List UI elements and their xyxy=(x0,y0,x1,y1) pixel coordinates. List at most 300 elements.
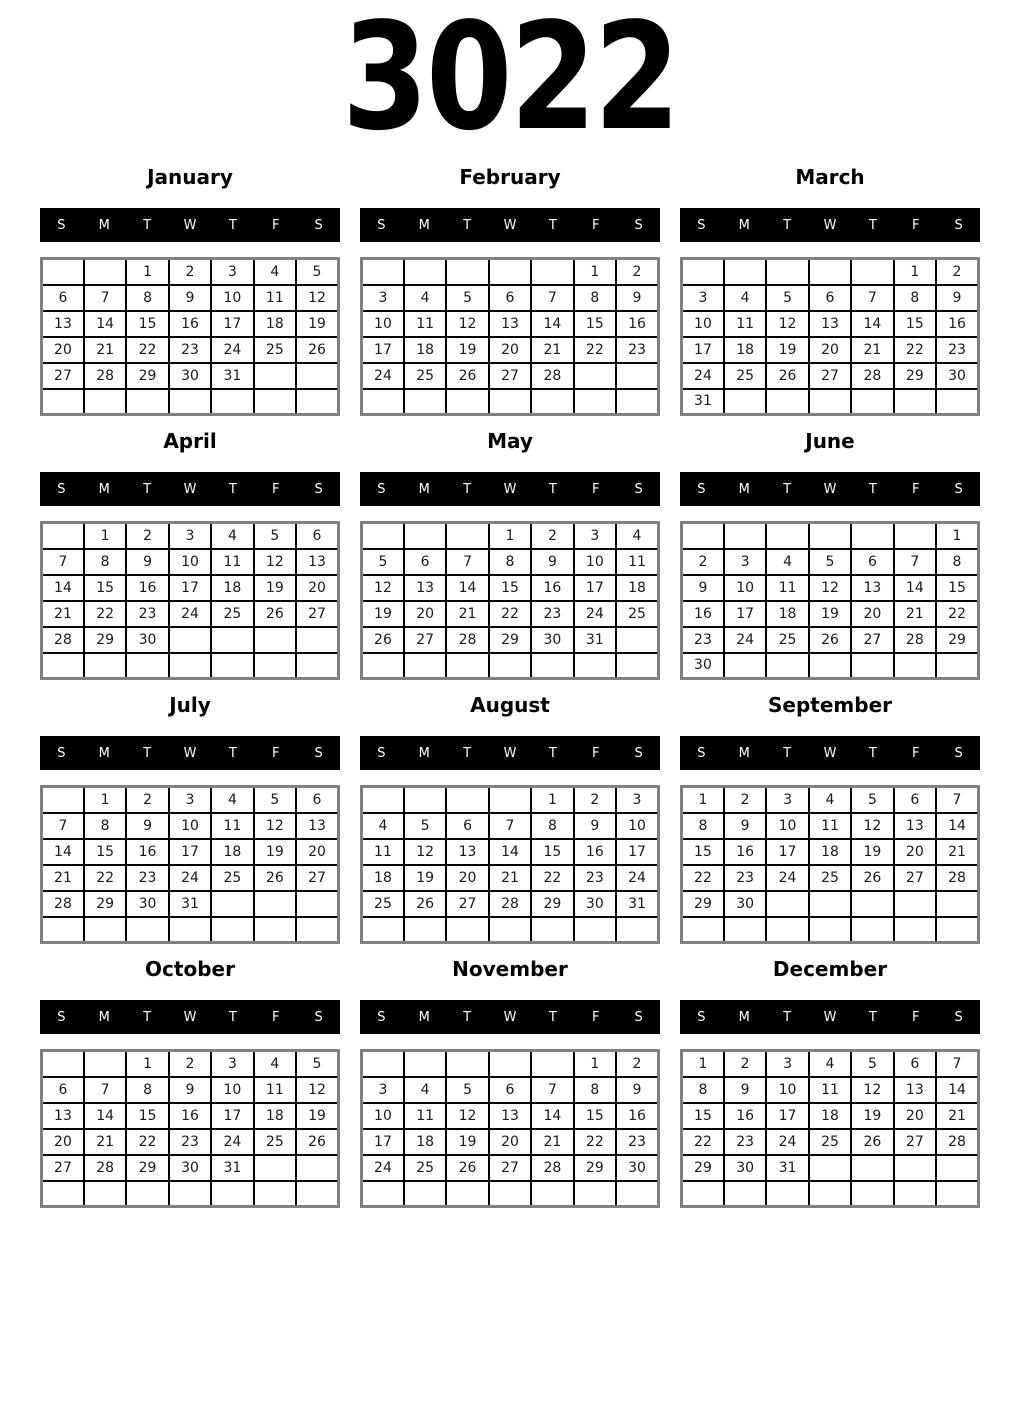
day-cell: 18 xyxy=(362,865,404,891)
day-cell: 29 xyxy=(682,891,724,917)
day-cell: 16 xyxy=(682,601,724,627)
week-row xyxy=(42,285,339,311)
day-cell: 25 xyxy=(724,363,766,389)
day-cell xyxy=(362,787,404,813)
day-cell: 9 xyxy=(574,813,616,839)
day-cell xyxy=(211,389,253,415)
month-day-grid xyxy=(360,785,660,944)
day-cell: 1 xyxy=(936,523,978,549)
day-cell: 14 xyxy=(531,311,573,337)
weekday-header-cell: M xyxy=(418,1009,430,1025)
day-cell: 12 xyxy=(851,813,893,839)
day-cell xyxy=(84,389,126,415)
weekday-header-cell: S xyxy=(697,1009,706,1025)
day-cell: 31 xyxy=(211,1155,253,1181)
week-row xyxy=(42,337,339,363)
day-cell xyxy=(682,259,724,285)
day-cell: 11 xyxy=(254,1077,296,1103)
day-cell: 8 xyxy=(682,1077,724,1103)
day-cell xyxy=(766,917,808,943)
day-cell xyxy=(211,1181,253,1207)
day-cell: 27 xyxy=(489,363,531,389)
day-cell xyxy=(296,917,338,943)
day-cell: 17 xyxy=(211,1103,253,1129)
day-cell: 12 xyxy=(766,311,808,337)
day-cell xyxy=(446,653,488,679)
day-cell: 2 xyxy=(169,1051,211,1077)
week-row xyxy=(42,259,339,285)
day-cell: 10 xyxy=(169,813,211,839)
day-cell: 3 xyxy=(169,787,211,813)
day-cell: 22 xyxy=(574,1129,616,1155)
day-cell xyxy=(254,891,296,917)
day-cell: 15 xyxy=(126,311,168,337)
day-cell xyxy=(362,1051,404,1077)
day-cell: 16 xyxy=(531,575,573,601)
day-cell: 18 xyxy=(211,575,253,601)
day-cell: 22 xyxy=(84,865,126,891)
day-cell: 26 xyxy=(362,627,404,653)
day-cell xyxy=(362,389,404,415)
day-cell: 26 xyxy=(296,337,338,363)
day-cell xyxy=(616,1181,658,1207)
day-cell: 4 xyxy=(211,787,253,813)
week-row xyxy=(42,891,339,917)
day-cell xyxy=(404,1051,446,1077)
day-cell: 22 xyxy=(894,337,936,363)
day-cell xyxy=(489,389,531,415)
day-cell: 17 xyxy=(362,1129,404,1155)
day-cell: 30 xyxy=(724,891,766,917)
week-row xyxy=(682,337,979,363)
week-row xyxy=(362,1155,659,1181)
day-cell: 28 xyxy=(42,891,84,917)
day-cell xyxy=(42,1181,84,1207)
day-cell xyxy=(42,917,84,943)
day-cell: 9 xyxy=(682,575,724,601)
weekday-header-cell: W xyxy=(503,217,517,233)
day-cell xyxy=(362,259,404,285)
week-row xyxy=(42,601,339,627)
week-row xyxy=(362,575,659,601)
day-cell xyxy=(254,627,296,653)
day-cell xyxy=(894,523,936,549)
day-cell: 27 xyxy=(809,363,851,389)
day-cell: 22 xyxy=(531,865,573,891)
day-cell: 28 xyxy=(84,363,126,389)
day-cell: 6 xyxy=(42,1077,84,1103)
day-cell: 25 xyxy=(766,627,808,653)
day-cell: 9 xyxy=(531,549,573,575)
day-cell: 2 xyxy=(616,1051,658,1077)
day-cell xyxy=(489,259,531,285)
weekday-header-bar xyxy=(40,472,340,506)
day-cell: 10 xyxy=(616,813,658,839)
weekday-header-cell: T xyxy=(868,217,877,233)
day-cell: 30 xyxy=(126,891,168,917)
day-cell: 7 xyxy=(84,1077,126,1103)
month-block xyxy=(680,152,980,416)
day-cell: 27 xyxy=(489,1155,531,1181)
day-cell: 3 xyxy=(766,1051,808,1077)
day-cell: 21 xyxy=(531,337,573,363)
day-cell: 19 xyxy=(809,601,851,627)
weekday-header-cell: T xyxy=(143,481,152,497)
day-cell: 13 xyxy=(809,311,851,337)
week-row xyxy=(682,653,979,679)
day-cell xyxy=(42,389,84,415)
day-cell: 22 xyxy=(682,865,724,891)
day-cell xyxy=(724,259,766,285)
day-cell: 9 xyxy=(724,1077,766,1103)
day-cell xyxy=(894,1155,936,1181)
day-cell: 2 xyxy=(724,787,766,813)
months-grid xyxy=(0,152,1020,1208)
day-cell: 11 xyxy=(404,311,446,337)
day-cell: 28 xyxy=(446,627,488,653)
weekday-header-cell: T xyxy=(783,217,792,233)
day-cell: 16 xyxy=(724,839,766,865)
day-cell: 6 xyxy=(809,285,851,311)
week-row xyxy=(682,549,979,575)
day-cell xyxy=(296,1181,338,1207)
month-day-grid xyxy=(680,521,980,680)
day-cell: 23 xyxy=(126,601,168,627)
day-cell xyxy=(169,653,211,679)
day-cell xyxy=(531,389,573,415)
weekday-header-cell: T xyxy=(548,481,557,497)
week-row xyxy=(42,523,339,549)
day-cell: 19 xyxy=(446,1129,488,1155)
weekday-header-bar xyxy=(360,208,660,242)
day-cell xyxy=(724,389,766,415)
day-cell xyxy=(404,523,446,549)
day-cell: 13 xyxy=(446,839,488,865)
weekday-header-cell: S xyxy=(954,481,963,497)
day-cell xyxy=(296,653,338,679)
day-cell: 10 xyxy=(211,1077,253,1103)
day-cell: 3 xyxy=(682,285,724,311)
day-cell xyxy=(616,627,658,653)
day-cell: 13 xyxy=(42,311,84,337)
day-cell: 16 xyxy=(169,311,211,337)
day-cell: 21 xyxy=(851,337,893,363)
day-cell xyxy=(126,1181,168,1207)
day-cell xyxy=(809,1181,851,1207)
month-title: November xyxy=(452,957,568,981)
week-row xyxy=(362,389,659,415)
day-cell: 15 xyxy=(126,1103,168,1129)
day-cell xyxy=(169,1181,211,1207)
day-cell: 11 xyxy=(254,285,296,311)
day-cell: 29 xyxy=(574,1155,616,1181)
day-cell: 25 xyxy=(362,891,404,917)
day-cell: 21 xyxy=(84,337,126,363)
day-cell xyxy=(446,523,488,549)
day-cell: 4 xyxy=(809,787,851,813)
day-cell: 27 xyxy=(851,627,893,653)
month-block xyxy=(680,416,980,680)
day-cell: 26 xyxy=(446,1155,488,1181)
weekday-header-cell: S xyxy=(377,745,386,761)
day-cell: 14 xyxy=(531,1103,573,1129)
weekday-header-cell: T xyxy=(783,481,792,497)
month-block xyxy=(680,944,980,1208)
week-row xyxy=(682,523,979,549)
day-cell: 22 xyxy=(682,1129,724,1155)
day-cell xyxy=(42,1051,84,1077)
day-cell: 24 xyxy=(574,601,616,627)
day-cell: 31 xyxy=(766,1155,808,1181)
week-row xyxy=(42,1077,339,1103)
day-cell xyxy=(42,523,84,549)
day-cell: 11 xyxy=(809,813,851,839)
day-cell: 7 xyxy=(84,285,126,311)
month-day-grid xyxy=(360,521,660,680)
day-cell: 26 xyxy=(446,363,488,389)
day-cell: 17 xyxy=(766,1103,808,1129)
day-cell xyxy=(851,389,893,415)
day-cell: 29 xyxy=(894,363,936,389)
day-cell: 17 xyxy=(574,575,616,601)
week-row xyxy=(362,549,659,575)
weekday-header-cell: S xyxy=(57,481,66,497)
weekday-header-cell: F xyxy=(591,217,600,233)
day-cell xyxy=(851,653,893,679)
weekday-header-cell: W xyxy=(183,745,197,761)
day-cell xyxy=(296,363,338,389)
day-cell xyxy=(936,891,978,917)
day-cell xyxy=(489,917,531,943)
day-cell: 23 xyxy=(169,1129,211,1155)
week-row xyxy=(682,917,979,943)
day-cell: 17 xyxy=(169,839,211,865)
weekday-header-bar xyxy=(680,736,980,770)
day-cell xyxy=(851,917,893,943)
weekday-header-cell: T xyxy=(228,481,237,497)
day-cell xyxy=(766,891,808,917)
month-title: January xyxy=(147,165,233,189)
week-row xyxy=(682,1181,979,1207)
weekday-header-cell: W xyxy=(823,481,837,497)
day-cell: 26 xyxy=(404,891,446,917)
day-cell: 24 xyxy=(362,363,404,389)
weekday-header-cell: F xyxy=(271,217,280,233)
month-title: June xyxy=(805,429,855,453)
day-cell xyxy=(894,653,936,679)
weekday-header-cell: S xyxy=(377,217,386,233)
week-row xyxy=(42,363,339,389)
day-cell: 11 xyxy=(211,813,253,839)
week-row xyxy=(682,787,979,813)
week-row xyxy=(42,389,339,415)
day-cell: 1 xyxy=(489,523,531,549)
day-cell xyxy=(489,653,531,679)
day-cell xyxy=(809,891,851,917)
day-cell: 28 xyxy=(851,363,893,389)
day-cell xyxy=(809,917,851,943)
month-day-grid xyxy=(40,257,340,416)
weekday-header-cell: S xyxy=(634,217,643,233)
day-cell: 11 xyxy=(766,575,808,601)
day-cell: 3 xyxy=(766,787,808,813)
day-cell xyxy=(936,1181,978,1207)
day-cell xyxy=(851,523,893,549)
day-cell: 9 xyxy=(724,813,766,839)
day-cell: 21 xyxy=(42,601,84,627)
day-cell: 20 xyxy=(894,1103,936,1129)
day-cell: 11 xyxy=(211,549,253,575)
day-cell: 14 xyxy=(936,1077,978,1103)
day-cell: 24 xyxy=(766,865,808,891)
day-cell: 28 xyxy=(531,363,573,389)
day-cell: 25 xyxy=(211,865,253,891)
day-cell: 24 xyxy=(724,627,766,653)
month-title: August xyxy=(470,693,550,717)
weekday-header-cell: M xyxy=(738,481,750,497)
week-row xyxy=(42,839,339,865)
year-title: 3022 xyxy=(342,0,678,163)
day-cell xyxy=(809,1155,851,1181)
day-cell: 8 xyxy=(894,285,936,311)
day-cell xyxy=(211,891,253,917)
day-cell xyxy=(616,363,658,389)
day-cell: 11 xyxy=(404,1103,446,1129)
day-cell: 22 xyxy=(574,337,616,363)
weekday-header-cell: T xyxy=(228,1009,237,1025)
day-cell xyxy=(809,523,851,549)
day-cell: 15 xyxy=(489,575,531,601)
month-block xyxy=(360,680,660,944)
day-cell xyxy=(766,1181,808,1207)
day-cell: 11 xyxy=(616,549,658,575)
day-cell: 24 xyxy=(169,601,211,627)
day-cell: 18 xyxy=(254,1103,296,1129)
day-cell: 22 xyxy=(489,601,531,627)
day-cell: 17 xyxy=(169,575,211,601)
day-cell xyxy=(296,1155,338,1181)
week-row xyxy=(362,523,659,549)
day-cell: 23 xyxy=(936,337,978,363)
day-cell: 1 xyxy=(126,1051,168,1077)
week-row xyxy=(362,917,659,943)
day-cell xyxy=(851,1181,893,1207)
day-cell: 29 xyxy=(126,1155,168,1181)
weekday-header-cell: S xyxy=(697,217,706,233)
day-cell: 11 xyxy=(362,839,404,865)
day-cell: 9 xyxy=(936,285,978,311)
day-cell: 26 xyxy=(254,865,296,891)
day-cell: 17 xyxy=(766,839,808,865)
weekday-header-cell: F xyxy=(911,481,920,497)
weekday-header-cell: F xyxy=(911,1009,920,1025)
day-cell: 6 xyxy=(446,813,488,839)
week-row xyxy=(42,549,339,575)
day-cell: 3 xyxy=(574,523,616,549)
day-cell: 12 xyxy=(446,1103,488,1129)
day-cell xyxy=(766,653,808,679)
weekday-header-cell: S xyxy=(314,481,323,497)
day-cell: 28 xyxy=(894,627,936,653)
day-cell: 8 xyxy=(936,549,978,575)
day-cell xyxy=(84,1051,126,1077)
week-row xyxy=(362,839,659,865)
day-cell xyxy=(682,523,724,549)
day-cell: 1 xyxy=(894,259,936,285)
day-cell xyxy=(894,1181,936,1207)
day-cell: 2 xyxy=(531,523,573,549)
day-cell: 14 xyxy=(489,839,531,865)
day-cell: 15 xyxy=(894,311,936,337)
day-cell: 8 xyxy=(531,813,573,839)
day-cell xyxy=(574,653,616,679)
weekday-header-cell: T xyxy=(143,217,152,233)
day-cell: 18 xyxy=(404,337,446,363)
day-cell: 14 xyxy=(84,311,126,337)
day-cell xyxy=(254,653,296,679)
day-cell xyxy=(404,653,446,679)
day-cell: 7 xyxy=(42,813,84,839)
day-cell: 8 xyxy=(574,285,616,311)
day-cell: 16 xyxy=(574,839,616,865)
day-cell: 28 xyxy=(936,865,978,891)
day-cell: 23 xyxy=(574,865,616,891)
day-cell: 1 xyxy=(126,259,168,285)
day-cell: 18 xyxy=(809,839,851,865)
day-cell xyxy=(404,259,446,285)
month-day-grid xyxy=(680,785,980,944)
weekday-header-cell: F xyxy=(591,1009,600,1025)
day-cell: 20 xyxy=(489,337,531,363)
day-cell: 4 xyxy=(211,523,253,549)
day-cell: 27 xyxy=(296,601,338,627)
week-row xyxy=(42,1051,339,1077)
week-row xyxy=(682,839,979,865)
day-cell: 12 xyxy=(851,1077,893,1103)
day-cell: 16 xyxy=(616,311,658,337)
day-cell xyxy=(809,653,851,679)
day-cell: 10 xyxy=(766,813,808,839)
day-cell: 1 xyxy=(682,1051,724,1077)
month-title: February xyxy=(459,165,561,189)
day-cell: 26 xyxy=(851,865,893,891)
day-cell: 20 xyxy=(42,1129,84,1155)
day-cell: 19 xyxy=(254,839,296,865)
day-cell xyxy=(84,259,126,285)
week-row xyxy=(362,337,659,363)
day-cell xyxy=(574,1181,616,1207)
week-row xyxy=(362,285,659,311)
day-cell: 25 xyxy=(404,1155,446,1181)
week-row xyxy=(42,311,339,337)
day-cell xyxy=(296,389,338,415)
day-cell: 3 xyxy=(616,787,658,813)
day-cell: 14 xyxy=(42,839,84,865)
weekday-header-cell: T xyxy=(868,1009,877,1025)
day-cell: 6 xyxy=(296,523,338,549)
day-cell: 5 xyxy=(851,1051,893,1077)
weekday-header-cell: W xyxy=(503,481,517,497)
day-cell: 6 xyxy=(489,285,531,311)
day-cell: 21 xyxy=(84,1129,126,1155)
weekday-header-bar xyxy=(360,1000,660,1034)
month-title: December xyxy=(772,957,888,981)
day-cell: 4 xyxy=(362,813,404,839)
week-row xyxy=(42,627,339,653)
weekday-header-cell: W xyxy=(183,1009,197,1025)
day-cell: 8 xyxy=(84,813,126,839)
week-row xyxy=(682,285,979,311)
